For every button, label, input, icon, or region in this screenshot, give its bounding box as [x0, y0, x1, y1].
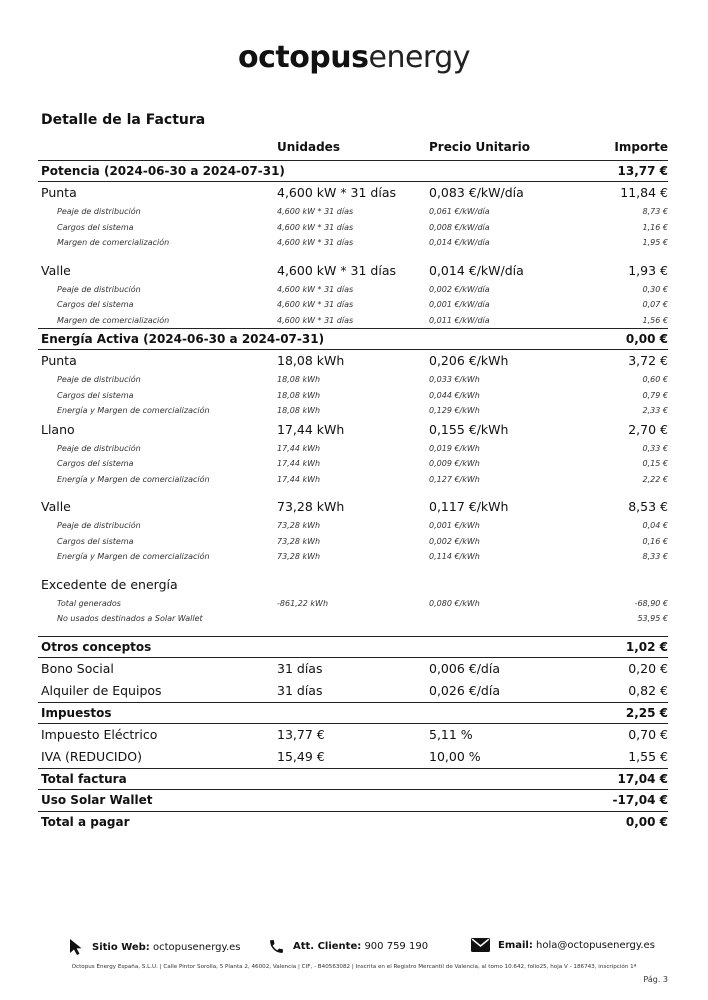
subline-units: 73,28 kWh	[277, 536, 321, 546]
line-amount: 0,20 €	[628, 660, 668, 676]
subline-amount: 53,95 €	[637, 614, 668, 623]
subline-price: 0,002 €/kW/día	[429, 284, 490, 294]
subline-price: 0,033 €/kWh	[429, 375, 480, 384]
subline	[38, 403, 668, 419]
subline-amount: -68,90 €	[634, 598, 668, 608]
subline	[38, 611, 668, 627]
line-price: 0,117 €/kWh	[429, 499, 509, 514]
subline-units: 17,44 kWh	[277, 474, 321, 484]
subline-price: 0,044 €/kWh	[429, 390, 480, 400]
subline-amount: 8,73 €	[642, 207, 668, 216]
subline-amount: 1,95 €	[642, 238, 668, 247]
footer-email-label: Email:	[498, 939, 533, 951]
line-label: Valle	[41, 499, 71, 514]
subline-price: 0,129 €/kWh	[429, 406, 480, 415]
subline	[38, 220, 668, 236]
line-amount: 1,93 €	[628, 262, 668, 278]
invoice-detail-table	[38, 138, 668, 832]
line-price: 0,083 €/kW/día	[429, 185, 524, 200]
subline	[38, 534, 668, 550]
subline-amount: 0,04 €	[642, 521, 668, 530]
subline-label: Cargos del sistema	[57, 459, 134, 468]
line-label: Valle	[41, 262, 71, 278]
subline-units: 18,08 kWh	[277, 375, 321, 384]
subline-amount: 0,60 €	[642, 375, 668, 384]
footer-phone-value[interactable]: 900 759 190	[364, 941, 429, 952]
subline-label: Cargos del sistema	[57, 536, 134, 546]
line-amount: 11,84 €	[620, 185, 668, 200]
line-price: 0,206 €/kWh	[429, 353, 509, 368]
total-label: Total a pagar	[41, 814, 130, 829]
subline-units: 4,600 kW * 31 días	[277, 300, 354, 309]
email-envelope-icon	[471, 938, 490, 952]
subline-amount: 2,22 €	[642, 474, 668, 484]
subline	[38, 282, 668, 298]
subline-units: 73,28 kWh	[277, 552, 321, 561]
subline	[38, 456, 668, 472]
line-energia-valle	[38, 496, 668, 518]
subline-label: Cargos del sistema	[57, 390, 134, 400]
subline-label: Peaje de distribución	[57, 443, 141, 453]
line-label: Excedente de energía	[41, 576, 178, 592]
section-label: Energía Activa (2024-06-30 a 2024-07-31)	[41, 332, 325, 346]
footer-phone-label: Att. Cliente:	[293, 941, 362, 952]
subline	[38, 313, 668, 329]
header-importe: Importe	[614, 140, 668, 154]
subline-label: Margen de comercialización	[57, 315, 170, 325]
logo-light-text: energy	[368, 40, 471, 75]
total-label: Total factura	[41, 771, 127, 786]
page-title: Detalle de la Factura	[41, 112, 206, 128]
subline-price: 0,114 €/kWh	[429, 552, 480, 561]
section-total: 0,00 €	[625, 332, 668, 346]
spacer	[38, 627, 668, 636]
line-units: 18,08 kWh	[277, 353, 345, 368]
line-label: Llano	[41, 421, 75, 437]
line-label: Bono Social	[41, 660, 114, 676]
line-price: 0,026 €/día	[429, 682, 500, 698]
line-amount: 0,82 €	[628, 682, 668, 698]
subline	[38, 441, 668, 457]
line-amount: 0,70 €	[628, 726, 668, 742]
subline	[38, 235, 668, 251]
line-units: 4,600 kW * 31 días	[277, 262, 397, 278]
subline-label: Total generados	[57, 598, 121, 608]
subline-label: Peaje de distribución	[57, 207, 141, 216]
subline-units: 4,600 kW * 31 días	[277, 207, 354, 216]
spacer	[38, 251, 668, 260]
logo-bold-text: octopus	[237, 40, 369, 75]
line-label: Punta	[41, 353, 77, 368]
subline-units: 73,28 kWh	[277, 521, 321, 530]
subline-price: 0,080 €/kWh	[429, 598, 480, 608]
subline	[38, 204, 668, 220]
line-price: 10,00 %	[429, 748, 481, 764]
line-amount: 2,70 €	[628, 421, 668, 437]
subline-amount: 1,56 €	[642, 315, 668, 325]
line-price: 0,006 €/día	[429, 660, 500, 676]
subline-price: 0,061 €/kW/día	[429, 207, 490, 216]
subline-label: Margen de comercialización	[57, 238, 170, 247]
subline	[38, 372, 668, 388]
subline-amount: 0,79 €	[642, 390, 668, 400]
line-potencia-punta	[38, 182, 668, 204]
table-header	[38, 138, 668, 161]
subline	[38, 596, 668, 612]
line-price: 5,11 %	[429, 726, 473, 742]
line-label: Punta	[41, 185, 77, 200]
section-total: 2,25 €	[625, 705, 668, 720]
line-excedente	[38, 574, 668, 596]
line-price: 0,155 €/kWh	[429, 421, 509, 437]
footer-web-value[interactable]: octopusenergy.es	[153, 941, 241, 953]
section-label: Potencia (2024-06-30 a 2024-07-31)	[41, 164, 285, 178]
subline-amount: 0,15 €	[642, 459, 668, 468]
subline-units: 18,08 kWh	[277, 406, 321, 415]
line-potencia-valle	[38, 260, 668, 282]
subline-price: 0,127 €/kWh	[429, 474, 480, 484]
line-units: 13,77 €	[277, 726, 325, 742]
section-otros-conceptos	[38, 636, 668, 658]
subline-price: 0,009 €/kWh	[429, 459, 480, 468]
total-label: Uso Solar Wallet	[41, 793, 153, 807]
uso-solar-wallet-row	[38, 790, 668, 812]
subline-label: Peaje de distribución	[57, 284, 141, 294]
subline-amount: 0,30 €	[642, 284, 668, 294]
line-amount: 8,53 €	[628, 499, 668, 514]
spacer	[38, 565, 668, 574]
footer-email-value[interactable]: hola@octopusenergy.es	[536, 939, 655, 951]
line-iva	[38, 746, 668, 768]
subline-label: No usados destinados a Solar Wallet	[57, 614, 203, 623]
subline-label: Cargos del sistema	[57, 222, 134, 232]
subline-price: 0,011 €/kW/día	[429, 315, 490, 325]
header-unidades: Unidades	[277, 140, 340, 154]
footer-web-label: Sitio Web:	[92, 941, 150, 953]
subline-price: 0,014 €/kW/día	[429, 238, 490, 247]
line-alquiler-equipos	[38, 680, 668, 702]
section-potencia	[38, 161, 668, 182]
footer	[0, 938, 708, 962]
subline-price: 0,001 €/kW/día	[429, 300, 490, 309]
line-energia-punta	[38, 350, 668, 372]
subline	[38, 518, 668, 534]
line-label: IVA (REDUCIDO)	[41, 748, 142, 764]
line-impuesto-electrico	[38, 724, 668, 746]
subline	[38, 388, 668, 404]
line-label: Impuesto Eléctrico	[41, 726, 158, 742]
subline-label: Energía y Margen de comercialización	[57, 552, 210, 561]
legal-text: Octopus Energy España, S.L.U. | Calle Pintor Sorolla, 5 Planta 2, 46002, Valencia | CIF, - B40563082 | Inscrita en el Registro Mercantil de Valencia, al tomo 10.642, folio25, hoja V - 186743, inscripción 1ª	[71, 964, 637, 970]
subline-units: 18,08 kWh	[277, 390, 321, 400]
line-bono-social	[38, 658, 668, 680]
subline-units: 17,44 kWh	[277, 459, 321, 468]
total-a-pagar-row	[38, 812, 668, 833]
subline-label: Energía y Margen de comercialización	[57, 406, 210, 415]
footer-web[interactable]	[68, 938, 241, 956]
line-units: 15,49 €	[277, 748, 325, 764]
total-factura-row	[38, 768, 668, 791]
subline	[38, 549, 668, 565]
subline-units: 17,44 kWh	[277, 443, 321, 453]
line-units: 17,44 kWh	[277, 421, 345, 437]
section-impuestos	[38, 702, 668, 724]
subline-units: 4,600 kW * 31 días	[277, 315, 354, 325]
page-number: Pág. 3	[643, 975, 668, 984]
subline	[38, 472, 668, 488]
subline-amount: 8,33 €	[642, 552, 668, 561]
total-amount: 0,00 €	[625, 814, 668, 829]
line-units: 31 días	[277, 660, 323, 676]
line-units: 4,600 kW * 31 días	[277, 185, 397, 200]
subline-amount: 0,16 €	[642, 536, 668, 546]
subline-amount: 0,07 €	[642, 300, 668, 309]
line-units: 73,28 kWh	[277, 499, 345, 514]
section-energia-activa	[38, 328, 668, 350]
phone-icon	[268, 938, 285, 955]
section-total: 1,02 €	[625, 639, 668, 654]
section-total: 13,77 €	[617, 164, 668, 178]
subline-label: Peaje de distribución	[57, 375, 141, 384]
subline-units: -861,22 kWh	[277, 598, 329, 608]
section-label: Otros conceptos	[41, 639, 152, 654]
subline-units: 4,600 kW * 31 días	[277, 284, 354, 294]
subline-price: 0,001 €/kWh	[429, 521, 480, 530]
header-precio: Precio Unitario	[429, 140, 531, 154]
subline-price: 0,008 €/kW/día	[429, 222, 490, 232]
subline-units: 4,600 kW * 31 días	[277, 222, 354, 232]
section-label: Impuestos	[41, 705, 112, 720]
total-amount: -17,04 €	[612, 793, 668, 807]
subline-label: Cargos del sistema	[57, 300, 134, 309]
footer-phone[interactable]	[268, 938, 428, 955]
subline-amount: 1,16 €	[642, 222, 668, 232]
subline-label: Peaje de distribución	[57, 521, 141, 530]
spacer	[38, 487, 668, 496]
cursor-arrow-icon	[68, 938, 84, 956]
total-amount: 17,04 €	[617, 771, 668, 786]
footer-email[interactable]	[471, 938, 655, 952]
line-energia-llano	[38, 419, 668, 441]
line-amount: 1,55 €	[628, 748, 668, 764]
subline	[38, 297, 668, 313]
line-price: 0,014 €/kW/día	[429, 262, 524, 278]
subline-label: Energía y Margen de comercialización	[57, 474, 210, 484]
subline-amount: 0,33 €	[642, 443, 668, 453]
line-label: Alquiler de Equipos	[41, 682, 162, 698]
octopus-energy-logo	[0, 40, 708, 75]
line-amount: 3,72 €	[628, 353, 668, 368]
line-units: 31 días	[277, 682, 323, 698]
subline-price: 0,002 €/kWh	[429, 536, 480, 546]
subline-amount: 2,33 €	[642, 406, 668, 415]
subline-price: 0,019 €/kWh	[429, 443, 480, 453]
subline-units: 4,600 kW * 31 días	[277, 238, 354, 247]
